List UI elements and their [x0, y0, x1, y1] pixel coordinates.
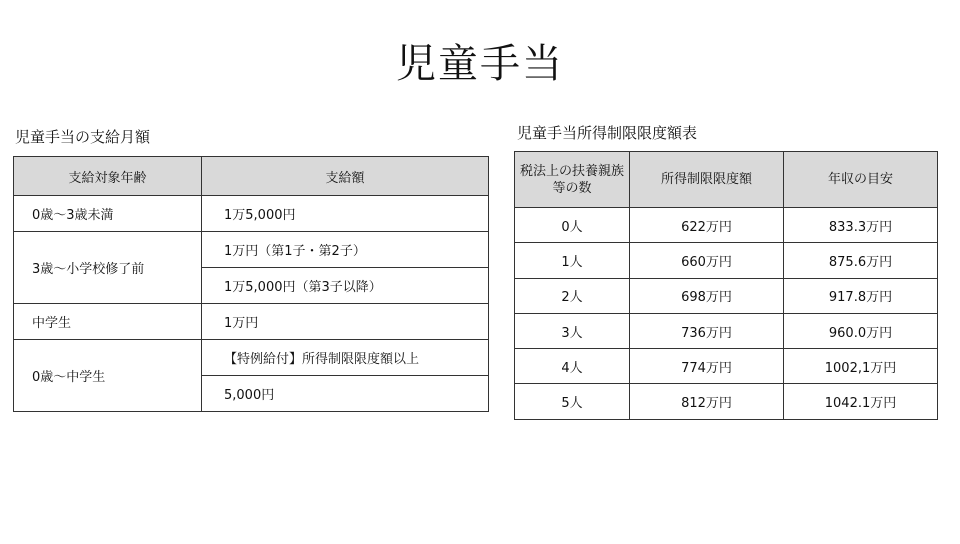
amount-cell: 1万5,000円（第3子以降） — [202, 268, 489, 304]
dependents-cell: 5人 — [515, 384, 630, 419]
age-cell: 0歳～3歳未満 — [14, 196, 202, 232]
table-header-row — [14, 157, 489, 196]
dependents-cell: 1人 — [515, 243, 630, 278]
amount-cell: 1万円（第1子・第2子） — [202, 232, 489, 268]
income-limit-cell: 774万円 — [630, 349, 784, 384]
income-limit-cell: 698万円 — [630, 278, 784, 313]
income-limit-table — [514, 151, 938, 420]
income-limit-cell: 622万円 — [630, 208, 784, 243]
header-dependents: 税法上の扶養親族等の数 — [515, 152, 630, 208]
table-row — [14, 232, 489, 268]
table-row — [515, 278, 938, 313]
age-cell: 3歳～小学校修了前 — [14, 232, 202, 304]
dependents-cell: 3人 — [515, 313, 630, 348]
dependents-cell: 2人 — [515, 278, 630, 313]
age-cell: 0歳～中学生 — [14, 340, 202, 412]
amount-cell: 5,000円 — [202, 376, 489, 412]
table-row — [515, 313, 938, 348]
annual-income-cell: 833.3万円 — [784, 208, 938, 243]
annual-income-cell: 1002,1万円 — [784, 349, 938, 384]
dependents-cell: 4人 — [515, 349, 630, 384]
table-row — [14, 304, 489, 340]
income-limit-cell: 660万円 — [630, 243, 784, 278]
age-cell: 中学生 — [14, 304, 202, 340]
header-eligible-age: 支給対象年齢 — [14, 157, 202, 196]
table-header-row — [515, 152, 938, 208]
annual-income-cell: 1042.1万円 — [784, 384, 938, 419]
page-title: 児童手当 — [396, 41, 564, 87]
annual-income-cell: 917.8万円 — [784, 278, 938, 313]
monthly-allowance-title: 児童手当の支給月額 — [15, 128, 151, 146]
annual-income-cell: 875.6万円 — [784, 243, 938, 278]
table-row — [515, 208, 938, 243]
amount-cell: 1万円 — [202, 304, 489, 340]
income-limit-cell: 736万円 — [630, 313, 784, 348]
table-row — [14, 340, 489, 376]
income-limit-title: 児童手当所得制限限度額表 — [517, 124, 698, 142]
amount-cell: 【特例給付】所得制限限度額以上 — [202, 340, 489, 376]
table-row — [515, 243, 938, 278]
header-income-limit: 所得制限限度額 — [630, 152, 784, 208]
dependents-cell: 0人 — [515, 208, 630, 243]
table-row — [515, 384, 938, 419]
table-row — [515, 349, 938, 384]
table-row — [14, 196, 489, 232]
income-limit-body — [515, 208, 938, 420]
annual-income-cell: 960.0万円 — [784, 313, 938, 348]
header-annual-income: 年収の目安 — [784, 152, 938, 208]
header-amount: 支給額 — [202, 157, 489, 196]
amount-cell: 1万5,000円 — [202, 196, 489, 232]
monthly-allowance-table — [13, 156, 489, 412]
income-limit-cell: 812万円 — [630, 384, 784, 419]
